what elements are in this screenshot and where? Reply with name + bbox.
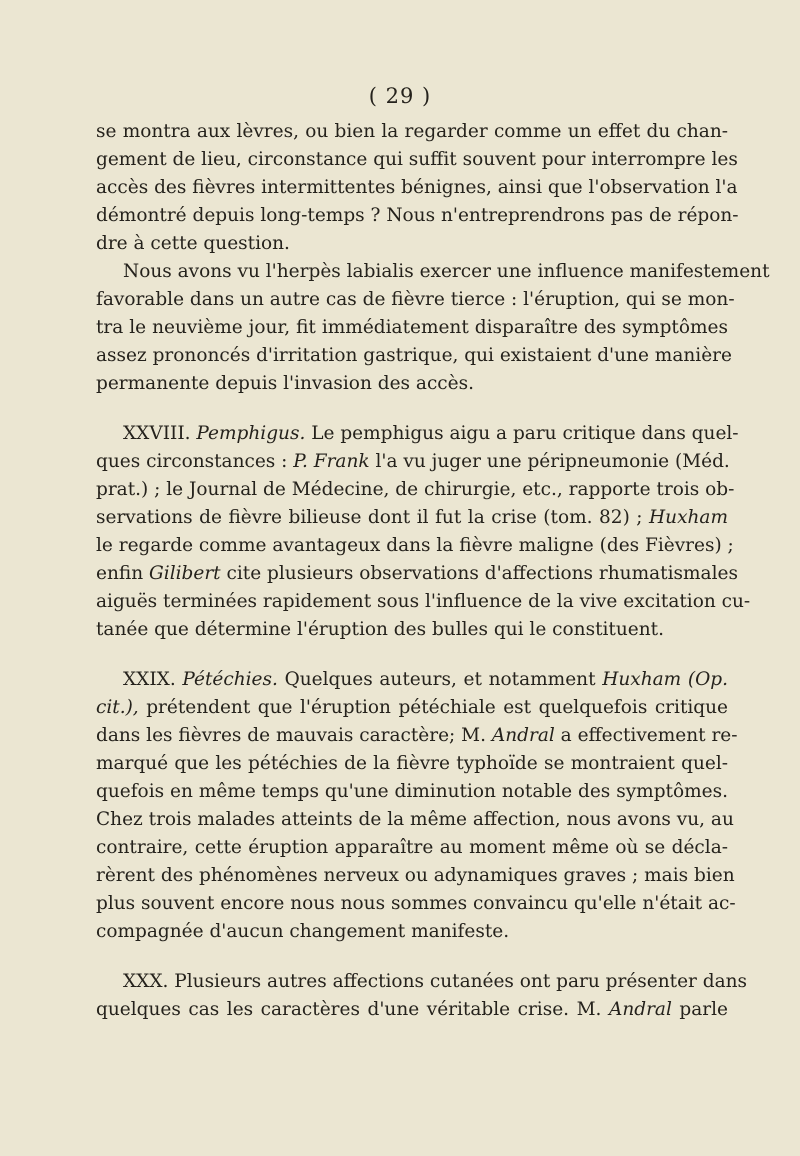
author-name: Gilibert [149,563,221,584]
paragraph-gap [96,946,728,968]
text-line: contraire, cette éruption apparaître au moment même où se décla- [96,837,728,858]
text-line: favorable dans un autre cas de fièvre tierce : l'éruption, qui se mon- [96,289,735,310]
section-xxix [96,666,738,946]
text-line: XXX. Plusieurs autres affections cutanées ont paru présenter dans [123,971,748,992]
text-line: Chez trois malades atteints de la même affection, nous avons vu, au [96,809,734,830]
section-title: Pemphigus. [196,423,306,444]
text-line: accès des fièvres intermittentes bénignes, ainsi que l'observation l'a [96,177,738,198]
text-line: démontré depuis long-temps ? Nous n'entreprendrons pas de répon- [96,205,739,226]
text-line: le regarde comme avantageux dans la fièvre maligne (des Fièvres) ; [96,535,734,556]
paragraph-2 [96,258,770,398]
text-line: assez prononcés d'irritation gastrique, qui existaient d'une manière [96,345,732,366]
text-line: quefois en même temps qu'une diminution notable des symptômes. [96,781,728,802]
paragraph-gap [96,398,728,420]
section-heading: XXIX. [123,669,176,690]
text-line: permanente depuis l'invasion des accès. [96,373,474,394]
author-name: Huxham [602,669,682,690]
paragraph-1 [96,118,739,258]
text-line: plus souvent encore nous nous sommes convaincu qu'elle n'était ac- [96,893,736,914]
text-line: XXIX. Pétéchies. Quelques auteurs, et notamment Huxham (Op. [123,669,728,690]
paragraph-gap [96,644,728,666]
text-line: cit.), prétendent que l'éruption pétéchiale est quelquefois critique [96,697,728,718]
text-line: prat.) ; le Journal de Médecine, de chirurgie, etc., rapporte trois ob- [96,479,735,500]
text-line: dre à cette question. [96,233,290,254]
text-line: tanée que détermine l'éruption des bulles qui le constituent. [96,619,664,640]
text-line: marqué que les pétéchies de la fièvre typhoïde se montraient quel- [96,753,728,774]
section-heading: XXX. [123,971,169,992]
author-name: P. Frank [293,451,370,472]
text-line: gement de lieu, circonstance qui suffit souvent pour interrompre les [96,149,738,170]
text-line: Nous avons vu l'herpès labialis exercer une influence manifestement [123,261,770,282]
text-line: compagnée d'aucun changement manifeste. [96,921,510,942]
author-name: Andral [608,999,672,1020]
section-heading: XXVIII. [123,423,191,444]
text-line: ques circonstances : P. Frank l'a vu juger une péripneumonie (Méd. [96,451,730,472]
text-line: servations de fièvre bilieuse dont il fut la crise (tom. 82) ; Huxham [96,507,728,528]
text-line: rèrent des phénomènes nerveux ou adynamiques graves ; mais bien [96,865,735,886]
author-name: Andral [491,725,555,746]
text-line: se montra aux lèvres, ou bien la regarder comme un effet du chan- [96,121,728,142]
section-xxviii [96,420,751,644]
text-line: aiguës terminées rapidement sous l'influence de la vive excitation cu- [96,591,751,612]
page-number: ( 29 ) [368,84,432,108]
text-line: XXVIII. Pemphigus. Le pemphigus aigu a paru critique dans quel- [123,423,739,444]
text-line: enfin Gilibert cite plusieurs observations d'affections rhumatismales [96,563,738,584]
author-name: Huxham [649,507,728,528]
text-line: dans les fièvres de mauvais caractère; M. Andral a effectivement re- [96,725,738,746]
section-title: Pétéchies. [182,669,278,690]
section-xxx [96,968,748,1024]
text-line: quelques cas les caractères d'une véritable crise. M. Andral parle [96,999,728,1020]
text-body [96,118,770,1024]
text-line: tra le neuvième jour, fit immédiatement disparaître des symptômes [96,317,728,338]
